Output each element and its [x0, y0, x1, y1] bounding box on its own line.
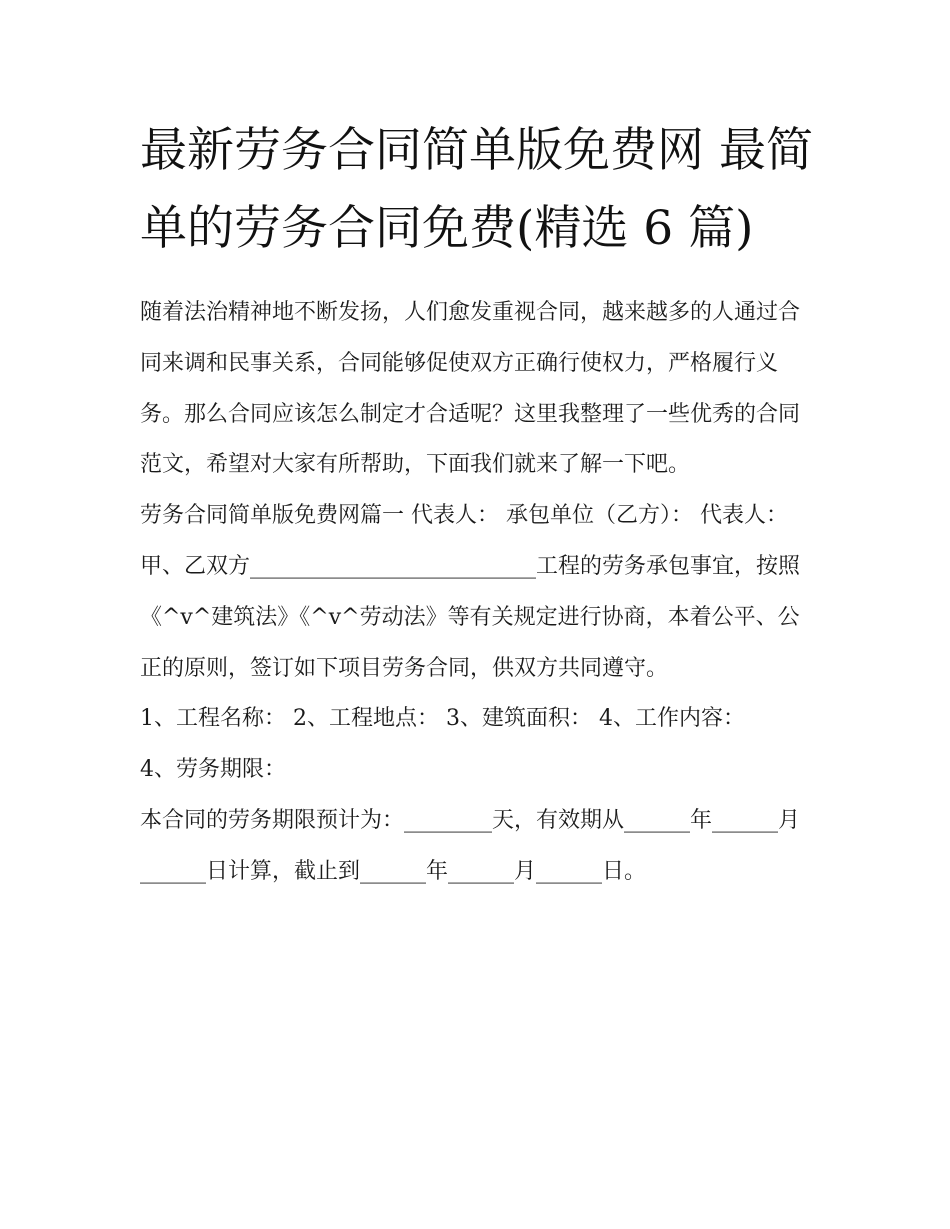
document-page — [140, 112, 820, 898]
labor-term-heading: 4、劳务期限： — [140, 757, 286, 783]
contract-purpose-paragraph: 甲、乙双方__________________________工程的劳务承包事宜，按照《^v^建筑法》《^v^劳动法》等有关规定进行协商，本着公平、公正的原则，签订如下项目劳务合同，供双方共同遵守。 — [140, 553, 801, 681]
contract-parties-paragraph: 劳务合同简单版免费网篇一 代表人： 承包单位（乙方）： 代表人： — [140, 503, 788, 529]
intro-paragraph: 随着法治精神地不断发扬，人们愈发重视合同，越来越多的人通过合同来调和民事关系，合同能够促使双方正确行使权力，严格履行义务。那么合同应该怎么制定才合适呢？这里我整理了一些优秀的合同范文，希望对大家有所帮助，下面我们就来了解一下吧。 — [140, 300, 801, 478]
labor-term-paragraph: 本合同的劳务期限预计为：________天，有效期从______年______月______日计算，截止到______年______月______日。 — [140, 807, 801, 884]
project-info-paragraph: 1、工程名称： 2、工程地点： 3、建筑面积： 4、工作内容： — [140, 706, 745, 732]
document-title: 最新劳务合同简单版免费网 最简单的劳务合同免费(精选 6 篇) — [140, 123, 813, 256]
